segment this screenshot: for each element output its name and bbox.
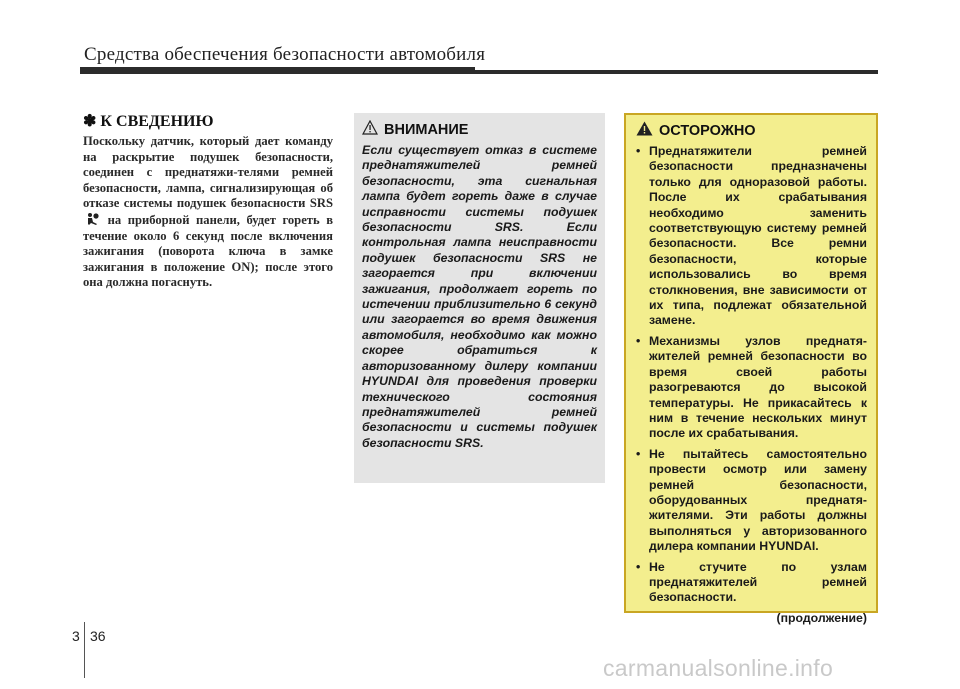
bullet: •: [636, 144, 641, 158]
footer-divider: [84, 622, 85, 678]
warning-item: [636, 560, 867, 606]
warning-box: [624, 113, 878, 625]
srs-airbag-icon: [85, 212, 99, 226]
caution-header: [362, 120, 597, 139]
note-body: [83, 134, 333, 291]
info-note: [83, 111, 333, 291]
warning-item: [636, 334, 867, 442]
warning-triangle-icon: [636, 121, 659, 140]
note-title: ✽ К СВЕДЕНИЮ: [83, 113, 214, 130]
page-title: Средства обеспечения безопасности автомобиля: [84, 44, 486, 65]
bullet: •: [636, 333, 641, 348]
warning-title: ОСТОРОЖНО: [659, 122, 756, 139]
warning-item-text: Не пытайтесь самостоятельно провести осмотр или замену ремней безопасности, оборудованных преднатя-жителями. Эти работы должны выполняться у авторизованного дилера компании HYUNDAI.: [649, 446, 867, 554]
header-rule: [80, 70, 878, 74]
page-number: 36: [90, 628, 106, 644]
note-body-part2: на приборной панели, будет гореть в течение около 6 секунд после включения зажигания (поворота ключа в замке зажигания в положение ON); после этого она должна погаснуть.: [83, 212, 333, 290]
watermark: carmanualsonline.info: [603, 655, 834, 681]
warning-list: [636, 144, 867, 606]
warning-item-text: Преднатяжители ремней безопасности предназначены только для одноразовой работы. После их срабатывания необходимо заменить соответствующую систему ремней безопасности. Все ремни безопасности, которые использовались во время столкновения, вне зависимости от их типа, подлежат обязательной замене.: [649, 144, 867, 328]
caution-triangle-icon: [362, 120, 384, 139]
caution-text: Если существует отказ в системе преднатяжителей ремней безопасности, эта сигнальная лампа будет гореть даже в случае исправности системы подушек безопасности SRS. Если контрольная лампа неисправности подушек безопасности SRS не загорается при включении зажигания, продолжает гореть по истечении приблизительно 6 секунд или загорается во время движения автомобиля, необходимо как можно скорее обратиться к авторизованному дилеру компании HYUNDAI для проведения проверки технического состояния преднатяжителей ремней безопасности и системы подушек безопасности SRS.: [362, 143, 597, 450]
warning-item-text: Механизмы узлов преднатя-жителей ремней безопасности во время своей работы разогреваются до высокой температуры. Не прикасайтесь к ним в течение нескольких минут после их срабатывания.: [649, 333, 867, 441]
note-body-part1: Поскольку датчик, который дает команду на раскрытие подушек безопасности, соединен с преднатяжи-телями ремней безопасности, лампа, сигнализирующая об отказе системы подушек безопасности SRS: [83, 134, 333, 211]
section-number: 3: [72, 628, 80, 644]
warning-item: [636, 447, 867, 555]
bullet: •: [636, 559, 641, 574]
warning-header: [636, 121, 867, 140]
warning-item: [636, 144, 867, 329]
caution-box: [354, 113, 605, 483]
continued-label: (продолжение): [776, 610, 867, 625]
warning-item-text: Не стучите по узлам преднатяжителей ремней безопасности.: [649, 559, 867, 605]
caution-title: ВНИМАНИЕ: [384, 121, 469, 138]
bullet: •: [636, 446, 641, 461]
